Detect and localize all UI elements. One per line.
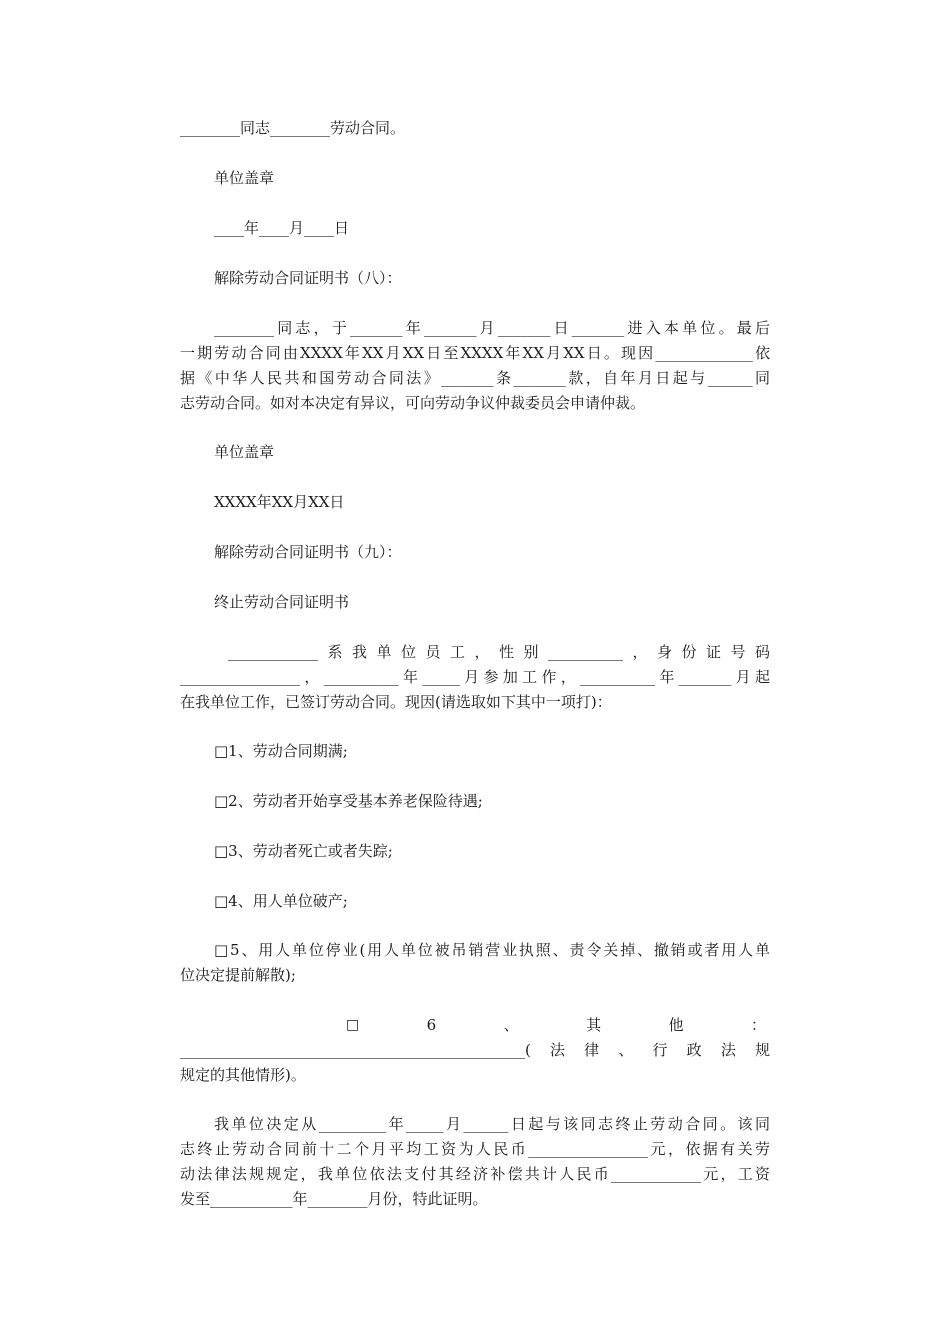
decision-line-3: 动法律法规规定，我单位依法支付其经济补偿共计人民币____________元，工资 xyxy=(180,1165,770,1183)
paragraph-8-line-3: 据《中华人民共和国劳动合同法》_______条_______款，自年月日起与______同 xyxy=(180,369,770,387)
option-4: □4、用人单位破产; xyxy=(214,892,348,910)
decision-line-4: 发至___________年________月份，特此证明。 xyxy=(180,1190,488,1208)
section-title-9: 解除劳动合同证明书（九）： xyxy=(214,543,402,561)
paragraph-9-line-2: ________________，__________年_____月参加工作，__________年_______月起 xyxy=(180,668,770,686)
date-line: ____年____月____日 xyxy=(214,219,350,237)
option-6-colon: ： xyxy=(750,1016,766,1034)
section-subtitle: 终止劳动合同证明书 xyxy=(214,593,350,611)
paragraph-8-line-1: ________同志，于_______年_______月_______日_______进入本单位。最后 xyxy=(214,319,770,337)
contract-line: ________同志________劳动合同。 xyxy=(180,119,406,137)
checkbox-glyph: □ xyxy=(346,1017,360,1033)
option-6-char: 其 xyxy=(586,1016,602,1034)
paragraph-9-line-1: ____________系我单位员工，性别__________，身份证号码 xyxy=(228,643,770,661)
decision-line-2: 志终止劳动合同前十二个月平均工资为人民币________________元，依据有关劳 xyxy=(180,1140,770,1158)
option-1: □1、劳动合同期满; xyxy=(214,742,348,760)
option-3: □3、劳动者死亡或者失踪; xyxy=(214,842,393,860)
section-title-8: 解除劳动合同证明书（八）： xyxy=(214,269,402,287)
option-5-line-2: 位决定提前解散); xyxy=(180,966,296,984)
unit-seal: 单位盖章 xyxy=(214,169,275,187)
option-2: □2、劳动者开始享受基本养老保险待遇; xyxy=(214,792,483,810)
unit-seal: 单位盖章 xyxy=(214,443,275,461)
decision-line-1: 我单位决定从_________年_____月______日起与该同志终止劳动合同。该同 xyxy=(214,1115,770,1133)
option-6-number: 6 xyxy=(426,1016,437,1034)
option-6-line-3: 规定的其他情形)。 xyxy=(180,1066,306,1084)
option-6-line-1 xyxy=(346,1013,766,1038)
option-6-separator: 、 xyxy=(503,1016,519,1034)
option-6-line-2: ______________________________________________(法律、行政法规 xyxy=(180,1041,770,1059)
option-6-char: 他 xyxy=(668,1016,684,1034)
date-line: XXXX年XX月XX日 xyxy=(214,493,345,511)
paragraph-8-line-2: 一期劳动合同由XXXX年XX月XX日至XXXX年XX月XX日。现因_____________依 xyxy=(180,344,770,362)
option-5-line-1: □5、用人单位停业(用人单位被吊销营业执照、责令关掉、撤销或者用人单 xyxy=(214,941,770,959)
paragraph-8-line-4: 志劳动合同。如对本决定有异议，可向劳动争议仲裁委员会申请仲裁。 xyxy=(180,394,646,412)
paragraph-9-line-3: 在我单位工作，已签订劳动合同。现因(请选取如下其中一项打)： xyxy=(180,693,612,711)
